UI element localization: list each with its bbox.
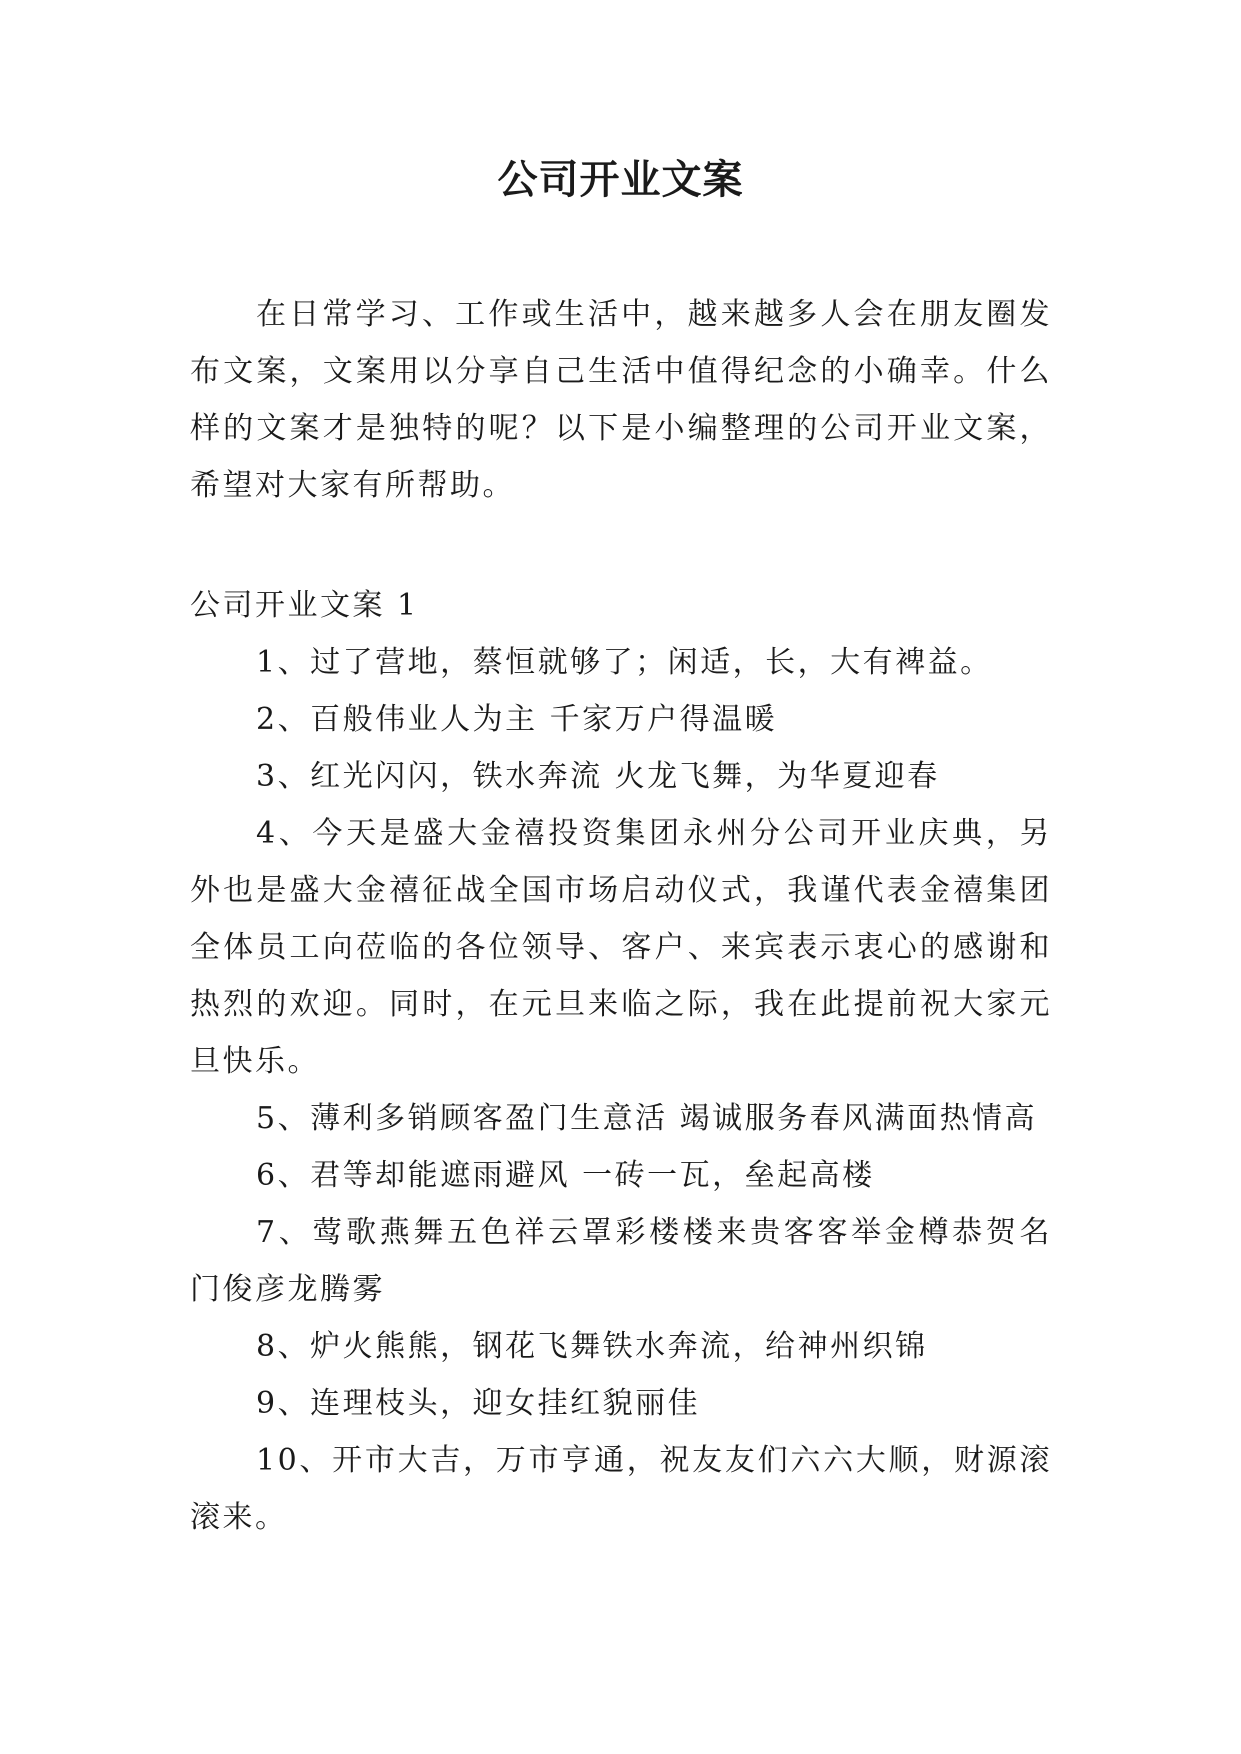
intro-paragraph: 在日常学习、工作或生活中，越来越多人会在朋友圈发布文案，文案用以分享自己生活中值得纪念的小确幸。什么样的文案才是独特的呢？以下是小编整理的公司开业文案，希望对大家有所帮助。 [190, 297, 1052, 503]
list-item: 9、连理枝头，迎女挂红貌丽佳 [256, 1386, 701, 1421]
document-title: 公司开业文案 [497, 157, 744, 203]
list-item: 7、莺歌燕舞五色祥云罩彩楼楼来贵客客举金樽恭贺名门俊彦龙腾雾 [190, 1215, 1052, 1307]
list-item: 4、今天是盛大金禧投资集团永州分公司开业庆典，另外也是盛大金禧征战全国市场启动仪式，我谨代表金禧集团全体员工向莅临的各位领导、客户、来宾表示衷心的感谢和热烈的欢迎。同时，在元旦来临之际，我在此提前祝大家元旦快乐。 [190, 816, 1052, 1079]
list-item: 6、君等却能遮雨避风 一砖一瓦，垒起高楼 [256, 1158, 875, 1193]
list-item: 8、炉火熊熊，钢花飞舞铁水奔流，给神州织锦 [256, 1329, 928, 1364]
list-item: 5、薄利多销顾客盈门生意活 竭诚服务春风满面热情高 [256, 1101, 1038, 1136]
section-heading: 公司开业文案 1 [190, 588, 419, 623]
list-item: 1、过了营地，蔡恒就够了；闲适，长，大有裨益。 [256, 645, 993, 680]
copy-list [190, 634, 1052, 1546]
list-item: 10、开市大吉，万市亨通，祝友友们六六大顺，财源滚滚来。 [190, 1443, 1052, 1535]
list-item: 2、百般伟业人为主 千家万户得温暖 [256, 702, 778, 737]
list-item: 3、红光闪闪，铁水奔流 火龙飞舞，为华夏迎春 [256, 759, 940, 794]
